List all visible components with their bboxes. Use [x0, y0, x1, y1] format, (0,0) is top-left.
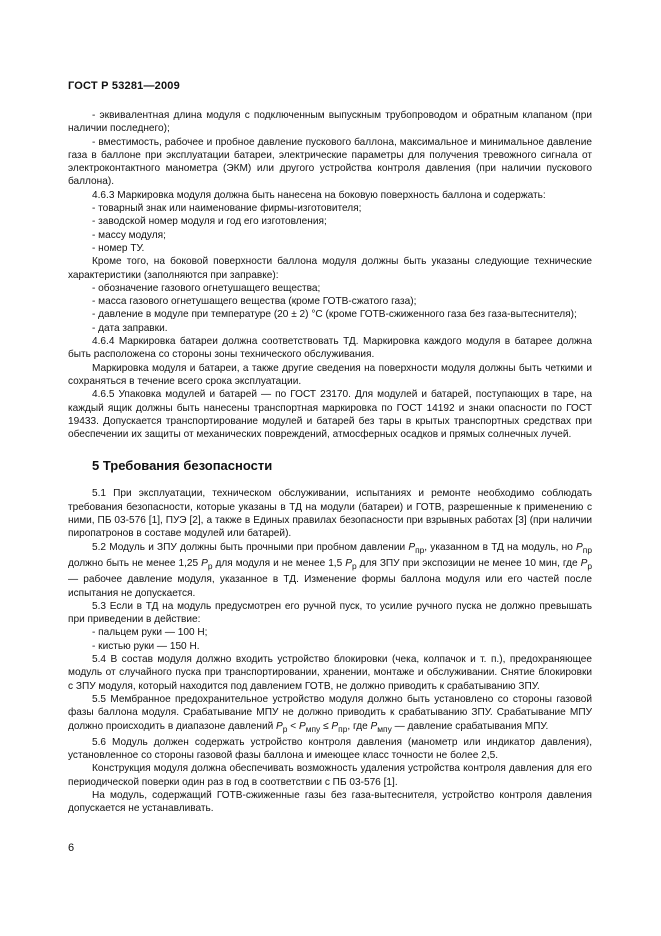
paragraph: - вместимость, рабочее и пробное давление пускового баллона, максимальное и минимальное давление газа в баллоне при эксплуатации батареи, электрические параметры для получения тревожного сигнала от электроконтактного манометра (ЭКМ) или другого устройства контроля давления (при наличии пускового баллона). — [68, 136, 592, 188]
list-item: - масса газового огнетушащего вещества (кроме ГОТВ-сжатого газа); — [92, 296, 417, 308]
list-item: - кистью руки — 150 Н. — [92, 640, 200, 652]
list-item: - дата заправки. — [92, 322, 168, 334]
paragraph: 4.6.4 Маркировка батареи должна соответствовать ТД. Маркировка каждого модуля в батарее должна быть расположена со стороны зоны технического обслуживания. — [68, 336, 592, 361]
list-item: - номер ТУ. — [92, 242, 145, 254]
document-header: ГОСТ Р 53281—2009 — [68, 80, 180, 92]
paragraph: 4.6.5 Упаковка модулей и батарей — по ГОСТ 23170. Для модулей и батарей, поступающих в таре, на каждый ящик должны быть нанесены транспортная маркировка по ГОСТ 14192 и знаки опасности по ГОСТ 19433. Допускается транспортирование модулей и батарей без тары в крытых транспортных средствах при обеспечении их защиты от механических повреждений, атмосферных осадков и прямых солнечных лучей. — [68, 389, 592, 441]
page-number: 6 — [68, 842, 75, 854]
paragraph-with-formulas: 5.5 Мембранное предохранительное устройство модуля должно быть установлено со стороны газовой фазы баллона модуля. Срабатывание МПУ не должно приводить к срабатыванию ЗПУ. Срабатывание МПУ должно происходить в диапазоне давлений $P_р < P_{мпу} \le P_{пр}$, где $P_{мпу}$ — давление срабатывания МПУ. — [68, 693, 592, 734]
paragraph: Конструкция модуля должна обеспечивать возможность удаления устройства контроля давления для его периодической поверки один раз в год в соответствии с ПБ 03-576 [1]. — [68, 763, 592, 788]
document-body — [68, 109, 592, 816]
paragraph-with-formulas: 5.2 Модуль и ЗПУ должны быть прочными при пробном давлении $P_{пр}$, указанном в ТД на модуль, но $P_{пр}$ должно быть не менее 1,25 $P_р$ для модуля и не менее 1,5 $P_р$ для ЗПУ при экспозиции не менее 10 мин, где $P_р$ — рабочее давление модуля, указанное в ТД. Изменение формы баллона модуля или его частей после испытания не допускается. — [68, 541, 592, 599]
paragraph: Кроме того, на боковой поверхности баллона модуля должны быть указаны следующие технические характеристики (заполняются при заправке): — [68, 256, 592, 281]
section-title: 5 Требования безопасности — [92, 458, 273, 474]
list-item: - массу модуля; — [92, 229, 166, 241]
list-item: - давление в модуле при температуре (20 ± 2) °С (кроме ГОТВ-сжиженного газа без газа-вытеснителя); — [92, 309, 577, 321]
paragraph: На модуль, содержащий ГОТВ-сжиженные газы без газа-вытеснителя, устройство контроля давления допускается не устанавливать. — [68, 790, 592, 815]
paragraph: 5.4 В состав модуля должно входить устройство блокировки (чека, колпачок и т. п.), предохраняющее модуль от случайного пуска при транспортировании, хранении, монтаже и обслуживании. Снятие блокировки с ЗПУ модуля, который находится под давлением ГОТВ, не должно приводить к срабатыванию ЗПУ. — [68, 654, 592, 692]
paragraph: 5.3 Если в ТД на модуль предусмотрен его ручной пуск, то усилие ручного пуска не должно превышать при приведении в действие: — [68, 600, 592, 626]
list-item: - заводской номер модуля и год его изготовления; — [92, 216, 327, 228]
paragraph: 5.6 Модуль должен содержать устройство контроля давления (манометр или индикатор давления), установленное со стороны газовой фазы баллона и имеющее класс точности не более 2,5. — [68, 736, 592, 762]
list-item: - товарный знак или наименование фирмы-изготовителя; — [92, 203, 362, 215]
paragraph: 4.6.3 Маркировка модуля должна быть нанесена на боковую поверхность баллона и содержать: — [92, 189, 546, 201]
list-item: - пальцем руки — 100 Н; — [92, 627, 208, 639]
paragraph: Маркировка модуля и батареи, а также другие сведения на поверхности модуля должны быть четкими и сохраняться в течение всего срока эксплуатации. — [68, 362, 592, 387]
list-item: - обозначение газового огнетушащего вещества; — [92, 282, 321, 294]
paragraph: 5.1 При эксплуатации, техническом обслуживании, испытаниях и ремонте необходимо соблюдать требования безопасности, которые указаны в ТД на модули (батареи) и ГОТВ, разрешенные к применению с ними, ПБ 03-576 [1], ПУЭ [2], а также в Единых правилах безопасности при взрывных работах [3] (при наличии пиропатронов в составе модулей или батарей). — [68, 488, 592, 540]
paragraph: - эквивалентная длина модуля с подключенным выпускным трубопроводом и обратным клапаном (при наличии последнего); — [68, 110, 592, 135]
